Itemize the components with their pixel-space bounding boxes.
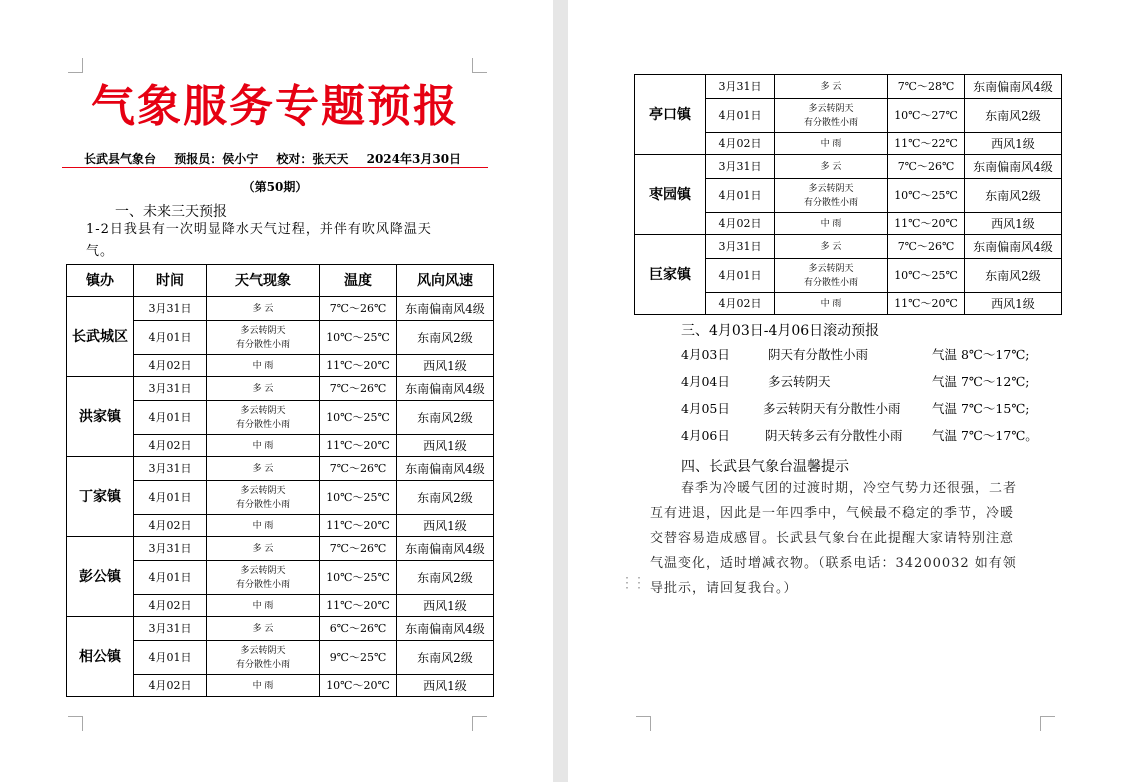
wind-cell: 东南风2级 bbox=[397, 321, 494, 355]
document-title: 气象服务专题预报 bbox=[91, 81, 459, 132]
town-name: 亭口镇 bbox=[635, 75, 706, 155]
temp-cell: 10℃～27℃ bbox=[888, 99, 965, 133]
town-name: 洪家镇 bbox=[67, 377, 134, 457]
forecast-table-2 bbox=[634, 74, 1062, 315]
date-cell: 4月01日 bbox=[706, 259, 775, 293]
table-row bbox=[67, 457, 494, 481]
weather-text: 有分散性小雨 bbox=[235, 339, 290, 350]
weather-text: 中 雨 bbox=[252, 360, 274, 371]
wind-cell: 东南偏南风4级 bbox=[397, 457, 494, 481]
weather-text: 多云转阴天 bbox=[808, 263, 854, 274]
town-name: 巨家镇 bbox=[635, 235, 706, 315]
wind-cell: 东南风2级 bbox=[397, 401, 494, 435]
temp-cell: 7℃～26℃ bbox=[320, 297, 397, 321]
wind-cell: 东南偏南风4级 bbox=[397, 377, 494, 401]
rolling-temp: 气温 7℃～17℃。 bbox=[932, 428, 1038, 443]
weather-cell bbox=[207, 435, 320, 457]
page-1 bbox=[0, 0, 553, 782]
crop-mark bbox=[472, 716, 487, 731]
weather-text: 多云转阴天 bbox=[808, 183, 854, 194]
temp-cell: 10℃～25℃ bbox=[320, 481, 397, 515]
weather-cell bbox=[207, 401, 320, 435]
section1-line1: 1-2日我县有一次明显降水天气过程，并伴有吹风降温天 bbox=[86, 222, 432, 237]
table-row bbox=[67, 377, 494, 401]
weather-text: 多 云 bbox=[252, 463, 274, 474]
weather-text: 中 雨 bbox=[252, 440, 274, 451]
weather-cell bbox=[775, 99, 888, 133]
weather-cell bbox=[207, 297, 320, 321]
weather-cell bbox=[775, 75, 888, 99]
table-row bbox=[67, 297, 494, 321]
temp-cell: 11℃～20℃ bbox=[320, 595, 397, 617]
wind-cell: 东南偏南风4级 bbox=[397, 617, 494, 641]
header-temp: 温度 bbox=[320, 265, 397, 297]
wind-cell: 西风1级 bbox=[397, 675, 494, 697]
tips-line: 春季为冷暖气团的过渡时期，冷空气势力还很强，二者 bbox=[681, 481, 1018, 496]
table-header-row bbox=[67, 265, 494, 297]
weather-text: 中 雨 bbox=[252, 520, 274, 531]
date-cell: 4月01日 bbox=[134, 561, 207, 595]
wind-cell: 西风1级 bbox=[397, 595, 494, 617]
weather-text: 多 云 bbox=[252, 383, 274, 394]
wind-cell: 西风1级 bbox=[965, 213, 1062, 235]
weather-cell bbox=[207, 641, 320, 675]
table-row bbox=[635, 155, 1062, 179]
date-cell: 3月31日 bbox=[134, 537, 207, 561]
town-name: 长武城区 bbox=[67, 297, 134, 377]
date-cell: 4月01日 bbox=[134, 481, 207, 515]
weather-cell bbox=[207, 377, 320, 401]
weather-cell bbox=[775, 179, 888, 213]
section4-heading: 四、长武县气象台温馨提示 bbox=[681, 459, 849, 475]
date-cell: 4月01日 bbox=[706, 179, 775, 213]
date-cell: 4月02日 bbox=[134, 595, 207, 617]
section1-line2: 气。 bbox=[86, 244, 115, 259]
tips-line: 互有进退，因此是一年四季中，气候最不稳定的季节，冷暖 bbox=[650, 506, 1015, 521]
issue-date: 2024年3月30日 bbox=[366, 152, 462, 166]
date-cell: 4月02日 bbox=[134, 435, 207, 457]
crop-mark bbox=[68, 716, 83, 731]
town-name: 相公镇 bbox=[67, 617, 134, 697]
date-cell: 4月01日 bbox=[706, 99, 775, 133]
section3-heading: 三、4月03日-4月06日滚动预报 bbox=[681, 323, 880, 339]
town-name: 彭公镇 bbox=[67, 537, 134, 617]
date-cell: 3月31日 bbox=[706, 235, 775, 259]
header-info bbox=[84, 150, 475, 167]
wind-cell: 东南风2级 bbox=[965, 99, 1062, 133]
temp-cell: 6℃～26℃ bbox=[320, 617, 397, 641]
weather-cell bbox=[775, 155, 888, 179]
town-name: 丁家镇 bbox=[67, 457, 134, 537]
header-time: 时间 bbox=[134, 265, 207, 297]
temp-cell: 11℃～20℃ bbox=[320, 355, 397, 377]
rolling-temp: 气温 7℃～12℃; bbox=[932, 374, 1030, 389]
weather-cell bbox=[207, 561, 320, 595]
weather-text: 中 雨 bbox=[252, 600, 274, 611]
weather-text: 多云转阴天 bbox=[808, 103, 854, 114]
temp-cell: 11℃～20℃ bbox=[320, 435, 397, 457]
weather-text: 多云转阴天 bbox=[240, 485, 286, 496]
temp-cell: 10℃～25℃ bbox=[320, 321, 397, 355]
weather-cell bbox=[207, 537, 320, 561]
header-wind: 风向风速 bbox=[397, 265, 494, 297]
rolling-date: 4月04日 bbox=[681, 374, 730, 389]
weather-text: 有分散性小雨 bbox=[235, 659, 290, 670]
weather-text: 多 云 bbox=[252, 303, 274, 314]
rolling-date: 4月03日 bbox=[681, 347, 730, 362]
wind-cell: 东南偏南风4级 bbox=[965, 75, 1062, 99]
table-row bbox=[67, 617, 494, 641]
town-name: 枣园镇 bbox=[635, 155, 706, 235]
temp-cell: 7℃～28℃ bbox=[888, 75, 965, 99]
temp-cell: 11℃～22℃ bbox=[888, 133, 965, 155]
issue-number: （第50期） bbox=[242, 180, 308, 194]
weather-text: 多 云 bbox=[820, 161, 842, 172]
date-cell: 4月01日 bbox=[134, 641, 207, 675]
weather-text: 多云转阴天 bbox=[240, 565, 286, 576]
rolling-temp: 气温 8℃～17℃; bbox=[932, 347, 1030, 362]
date-cell: 3月31日 bbox=[134, 297, 207, 321]
org-name: 长武县气象台 bbox=[84, 152, 157, 166]
wind-cell: 东南风2级 bbox=[397, 481, 494, 515]
temp-cell: 11℃～20℃ bbox=[888, 293, 965, 315]
weather-cell bbox=[775, 293, 888, 315]
weather-text: 多云转阴天 bbox=[240, 645, 286, 656]
date-cell: 4月02日 bbox=[706, 213, 775, 235]
forecast-table-1 bbox=[66, 264, 494, 697]
rolling-weather: 阴天有分散性小雨 bbox=[768, 347, 869, 362]
weather-cell bbox=[207, 457, 320, 481]
temp-cell: 10℃～25℃ bbox=[320, 401, 397, 435]
temp-cell: 7℃～26℃ bbox=[320, 377, 397, 401]
weather-text: 多 云 bbox=[252, 543, 274, 554]
forecaster: 预报员：侯小宁 bbox=[174, 152, 259, 166]
wind-cell: 西风1级 bbox=[397, 435, 494, 457]
red-rule bbox=[62, 167, 488, 168]
wind-cell: 东南偏南风4级 bbox=[965, 155, 1062, 179]
wind-cell: 东南风2级 bbox=[397, 641, 494, 675]
rolling-date: 4月06日 bbox=[681, 428, 730, 443]
weather-cell bbox=[207, 321, 320, 355]
weather-text: 有分散性小雨 bbox=[803, 197, 858, 208]
checker: 校对：张天天 bbox=[276, 152, 349, 166]
weather-cell bbox=[775, 235, 888, 259]
wind-cell: 东南偏南风4级 bbox=[965, 235, 1062, 259]
weather-text: 多 云 bbox=[820, 241, 842, 252]
section1-heading: 一、未来三天预报 bbox=[115, 204, 227, 220]
weather-text: 中 雨 bbox=[820, 218, 842, 229]
wind-cell: 东南偏南风4级 bbox=[397, 537, 494, 561]
tips-line: 气温变化，适时增减衣物。（联系电话：34200032 如有领 bbox=[650, 556, 1017, 571]
weather-text: 中 雨 bbox=[820, 298, 842, 309]
weather-text: 有分散性小雨 bbox=[803, 277, 858, 288]
date-cell: 4月02日 bbox=[134, 355, 207, 377]
wind-cell: 东南风2级 bbox=[965, 179, 1062, 213]
date-cell: 4月02日 bbox=[706, 293, 775, 315]
date-cell: 3月31日 bbox=[134, 457, 207, 481]
date-cell: 4月01日 bbox=[134, 401, 207, 435]
weather-text: 中 雨 bbox=[252, 680, 274, 691]
temp-cell: 10℃～25℃ bbox=[888, 259, 965, 293]
weather-cell bbox=[207, 675, 320, 697]
weather-text: 有分散性小雨 bbox=[235, 579, 290, 590]
table-row bbox=[635, 235, 1062, 259]
weather-cell bbox=[775, 259, 888, 293]
temp-cell: 10℃～20℃ bbox=[320, 675, 397, 697]
date-cell: 3月31日 bbox=[706, 155, 775, 179]
tips-line: 交替容易造成感冒。长武县气象台在此提醒大家请特别注意 bbox=[650, 531, 1015, 546]
page-2 bbox=[568, 0, 1121, 782]
rolling-weather: 多云转阴天 bbox=[768, 374, 831, 389]
date-cell: 3月31日 bbox=[706, 75, 775, 99]
weather-cell bbox=[207, 595, 320, 617]
rolling-weather: 阴天转多云有分散性小雨 bbox=[765, 428, 903, 443]
wind-cell: 东南风2级 bbox=[965, 259, 1062, 293]
weather-cell bbox=[207, 355, 320, 377]
temp-cell: 10℃～25℃ bbox=[888, 179, 965, 213]
temp-cell: 7℃～26℃ bbox=[320, 457, 397, 481]
weather-text: 多 云 bbox=[820, 81, 842, 92]
weather-cell bbox=[207, 515, 320, 537]
weather-text: 多 云 bbox=[252, 623, 274, 634]
wind-cell: 西风1级 bbox=[965, 133, 1062, 155]
date-cell: 3月31日 bbox=[134, 617, 207, 641]
weather-text: 中 雨 bbox=[820, 138, 842, 149]
weather-cell bbox=[775, 213, 888, 235]
crop-mark bbox=[1040, 716, 1055, 731]
temp-cell: 7℃～26℃ bbox=[320, 537, 397, 561]
tips-line: 导批示，请回复我台。） bbox=[650, 581, 798, 596]
crop-mark bbox=[636, 716, 651, 731]
temp-cell: 11℃～20℃ bbox=[888, 213, 965, 235]
weather-cell bbox=[207, 481, 320, 515]
weather-text: 有分散性小雨 bbox=[235, 419, 290, 430]
date-cell: 4月02日 bbox=[134, 675, 207, 697]
date-cell: 4月02日 bbox=[134, 515, 207, 537]
weather-text: 多云转阴天 bbox=[240, 325, 286, 336]
wind-cell: 东南风2级 bbox=[397, 561, 494, 595]
header-town: 镇办 bbox=[67, 265, 134, 297]
date-cell: 3月31日 bbox=[134, 377, 207, 401]
weather-cell bbox=[207, 617, 320, 641]
temp-cell: 11℃～20℃ bbox=[320, 515, 397, 537]
temp-cell: 7℃～26℃ bbox=[888, 155, 965, 179]
temp-cell: 9℃～25℃ bbox=[320, 641, 397, 675]
rolling-date: 4月05日 bbox=[681, 401, 730, 416]
rolling-weather: 多云转阴天有分散性小雨 bbox=[763, 401, 901, 416]
wind-cell: 西风1级 bbox=[397, 355, 494, 377]
weather-text: 有分散性小雨 bbox=[235, 499, 290, 510]
date-cell: 4月01日 bbox=[134, 321, 207, 355]
table-row bbox=[635, 75, 1062, 99]
wind-cell: 东南偏南风4级 bbox=[397, 297, 494, 321]
date-cell: 4月02日 bbox=[706, 133, 775, 155]
weather-cell bbox=[775, 133, 888, 155]
wind-cell: 西风1级 bbox=[397, 515, 494, 537]
drag-handle-icon[interactable]: ⋮⋮ bbox=[620, 575, 644, 591]
weather-text: 有分散性小雨 bbox=[803, 117, 858, 128]
wind-cell: 西风1级 bbox=[965, 293, 1062, 315]
rolling-temp: 气温 7℃～15℃; bbox=[932, 401, 1030, 416]
header-weather: 天气现象 bbox=[207, 265, 320, 297]
temp-cell: 10℃～25℃ bbox=[320, 561, 397, 595]
table-row bbox=[67, 537, 494, 561]
temp-cell: 7℃～26℃ bbox=[888, 235, 965, 259]
weather-text: 多云转阴天 bbox=[240, 405, 286, 416]
